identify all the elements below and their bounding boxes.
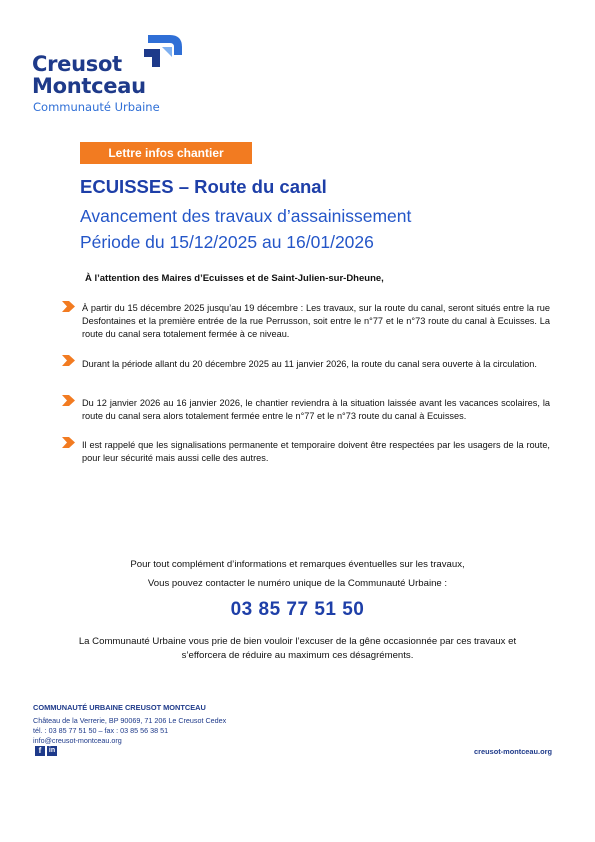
chevron-bullet-icon [62,437,75,448]
chevron-bullet-icon [62,301,75,312]
footer-email[interactable]: info@creusot-montceau.org [33,736,122,745]
info-banner: Lettre infos chantier [80,142,252,164]
linkedin-icon[interactable]: in [48,747,56,754]
phone-number: 03 85 77 51 50 [230,599,365,620]
facebook-icon[interactable]: f [35,746,45,756]
paragraph-2: Durant la période allant du 20 décembre 2025 au 11 janvier 2026, la route du canal sera ouverte à la circulation. [82,359,537,369]
logo-subtitle: Communauté Urbaine [33,100,160,114]
paragraph-4: Il est rappelé que les signalisations permanente et temporaire doivent être respectées par les usagers de la route, pour leur sécurité mais aussi celle des autres. [82,440,550,464]
chevron-bullet-icon [62,395,75,406]
footer-address: Château de la Verrerie, BP 90069, 71 206 Le Creusot Cedex [33,716,227,725]
logo-arrow-icon [140,31,186,71]
subtitle-period: Période du 15/12/2025 au 16/01/2026 [80,232,374,252]
attention-line: À l’attention des Maires d’Ecuisses et de Saint-Julien-sur-Dheune, [85,273,384,284]
subtitle-works: Avancement des travaux d’assainissement [80,206,412,226]
apology-line1: La Communauté Urbaine vous prie de bien vouloir l’excuser de la gêne occasionnée par ces travaux et [78,636,517,647]
footer-website-link[interactable]: creusot-montceau.org [473,747,552,756]
footer-phone-fax: tél. : 03 85 77 51 50 – fax : 03 85 56 38 51 [33,726,169,735]
logo-text-line2: Montceau [32,74,146,98]
chevron-bullet-icon [62,355,75,366]
contact-line2: Vous pouvez contacter le numéro unique de la Communauté Urbaine : [147,578,448,589]
page-title: ECUISSES – Route du canal [80,176,327,197]
apology-line2: s’efforcera de réduire au maximum ces désagréments. [181,650,414,661]
paragraph-3: Du 12 janvier 2026 au 16 janvier 2026, le chantier reviendra à la situation laissée avant les vacances scolaires, la route du canal sera alors totalement fermée entre le n°77 et le n°73 route du canal à Ecuisses. [82,398,550,422]
contact-line1: Pour tout complément d’informations et remarques éventuelles sur les travaux, [130,559,465,570]
logo-text-line1: Creusot [32,52,122,76]
footer-org-name: COMMUNAUTÉ URBAINE CREUSOT MONTCEAU [33,703,206,712]
paragraph-1: À partir du 15 décembre 2025 jusqu’au 19 décembre : Les travaux, sur la route du canal, seront situés entre la rue Desfontaines et la première entrée de la rue Perrusson, soit entre le n°77 et le n°73 route du canal à Ecuisses. La route du canal sera totalement fermée à ce niveau. [82,303,550,340]
